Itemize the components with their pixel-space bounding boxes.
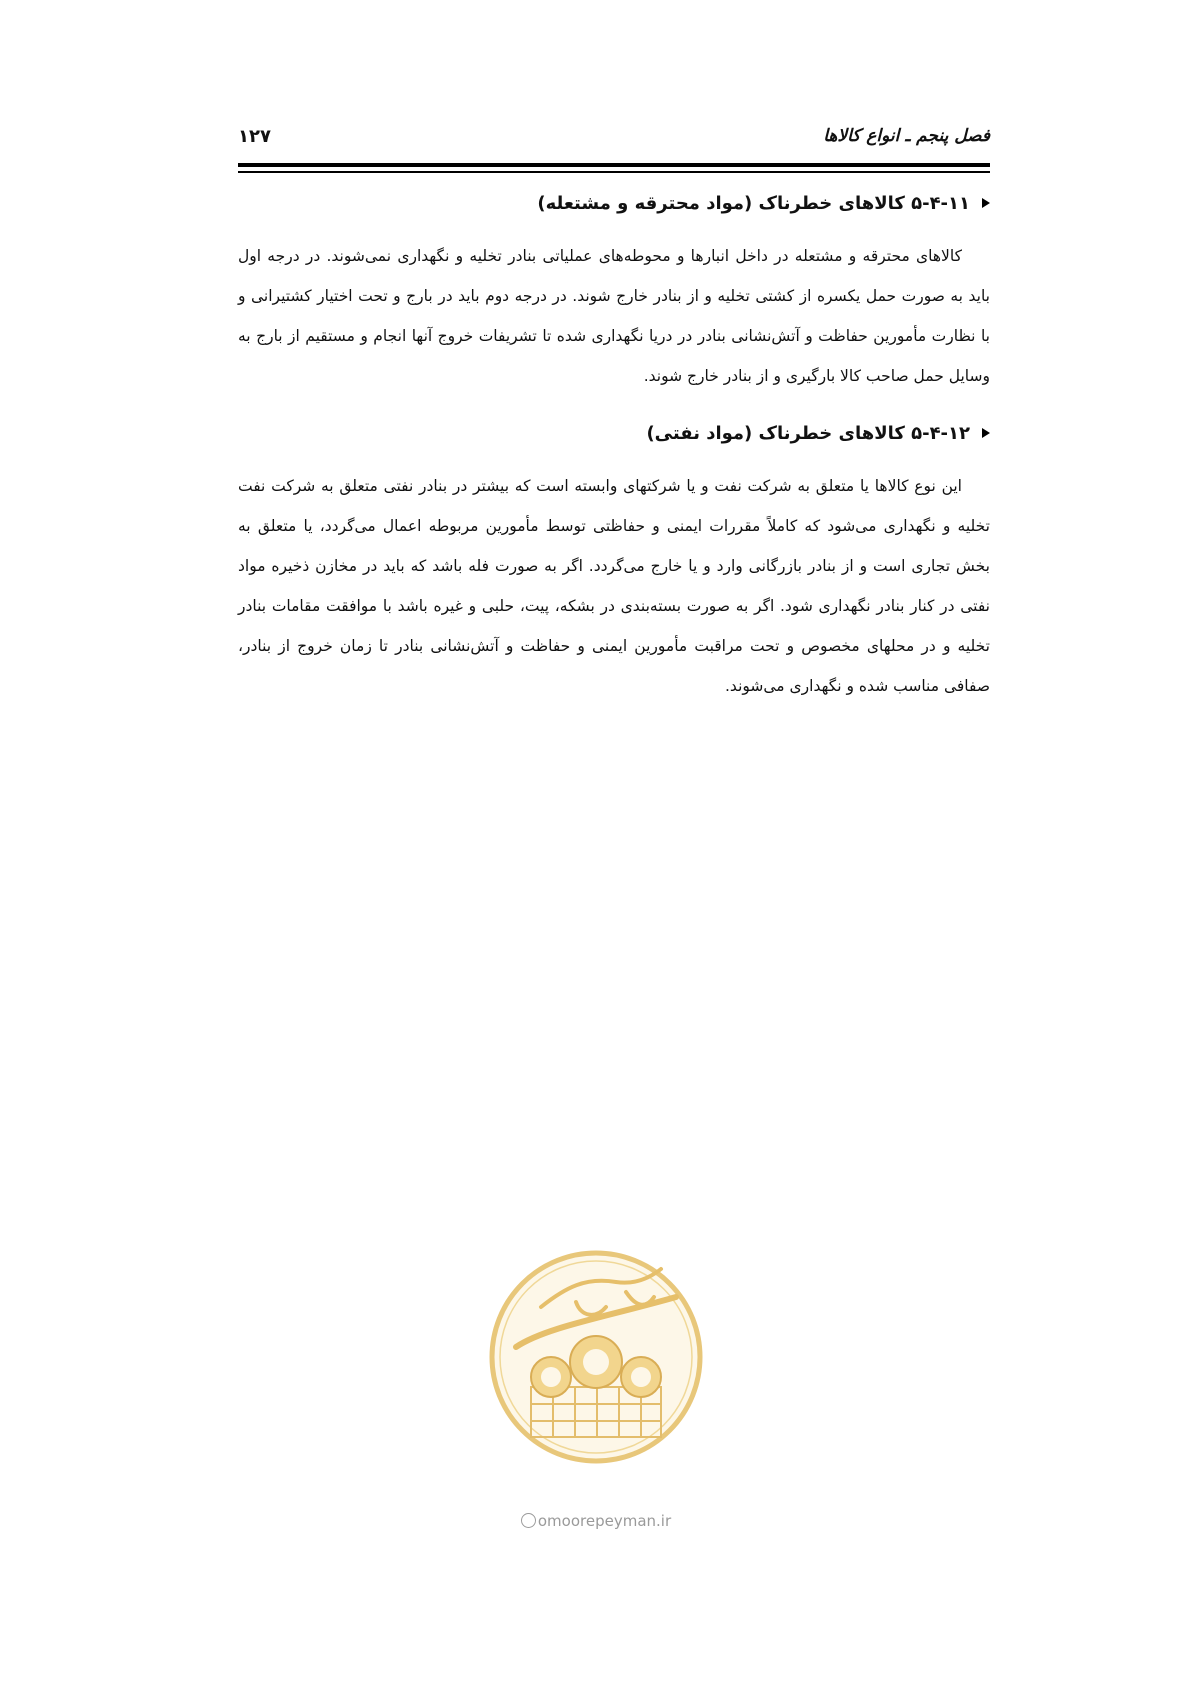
header-rule-thick — [238, 163, 990, 167]
watermark-url-text: omoorepeyman.ir — [537, 1512, 672, 1530]
triangle-bullet-icon — [982, 428, 990, 438]
globe-icon — [521, 1513, 536, 1528]
running-title: فصل پنجم ـ انواع کالاها — [823, 126, 990, 146]
header-rule-thin — [238, 171, 990, 173]
section-heading — [238, 188, 990, 218]
watermark-logo — [486, 1247, 706, 1467]
page-number: ۱۲۷ — [238, 126, 271, 147]
section-paragraph: این نوع کالاها یا متعلق به شرکت نفت و یا شرکتهای وابسته است که بیشتر در بنادر نفتی متعلق به شرکت نفت تخلیه و نگهداری می‌شود که کاملاً مقررات ایمنی و حفاظتی توسط مأمورین مربوطه اعمال می‌گردد، یا متعلق به بخش تجاری است و از بنادر بازرگانی وارد و یا خارج می‌گردد. اگر به صورت فله باشد که باید در مخازن ذخیره مواد نفتی در کنار بنادر نگهداری شود. اگر به صورت بسته‌بندی در بشکه، پیت، حلبی و غیره باشد با موافقت مقامات بنادر تخلیه و در محلهای مخصوص و تحت مراقبت مأمورین ایمنی و حفاظت و آتش‌نشانی بنادر تا زمان خروج از بنادر، صفافی مناسب شده و نگهداری می‌شوند. — [238, 477, 990, 695]
section-12 — [238, 418, 990, 706]
section-11 — [238, 188, 990, 396]
content-area — [238, 188, 990, 728]
watermark-url — [486, 1512, 706, 1530]
running-head — [238, 126, 990, 158]
section-heading-text: ۵-۴-۱۲ کالاهای خطرناک (مواد نفتی) — [646, 422, 970, 444]
section-paragraph: کالاهای محترقه و مشتعله در داخل انبارها و محوطه‌های عملیاتی بنادر تخلیه و نگهداری نمی‌شوند. در درجه اول باید به صورت حمل یکسره از کشتی تخلیه و از بنادر خارج شوند. در درجه دوم باید در بارج و تحت اختیار کشتیرانی و با نظارت مأمورین حفاظت و آتش‌نشانی بنادر در دریا نگهداری شده تا تشریفات خروج آنها انجام و مستقیم از بارج به وسایل حمل صاحب کالا بارگیری و از بنادر خارج شوند. — [238, 247, 990, 385]
section-heading-text: ۵-۴-۱۱ کالاهای خطرناک (مواد محترقه و مشتعله) — [537, 192, 970, 214]
section-heading — [238, 418, 990, 448]
triangle-bullet-icon — [982, 198, 990, 208]
